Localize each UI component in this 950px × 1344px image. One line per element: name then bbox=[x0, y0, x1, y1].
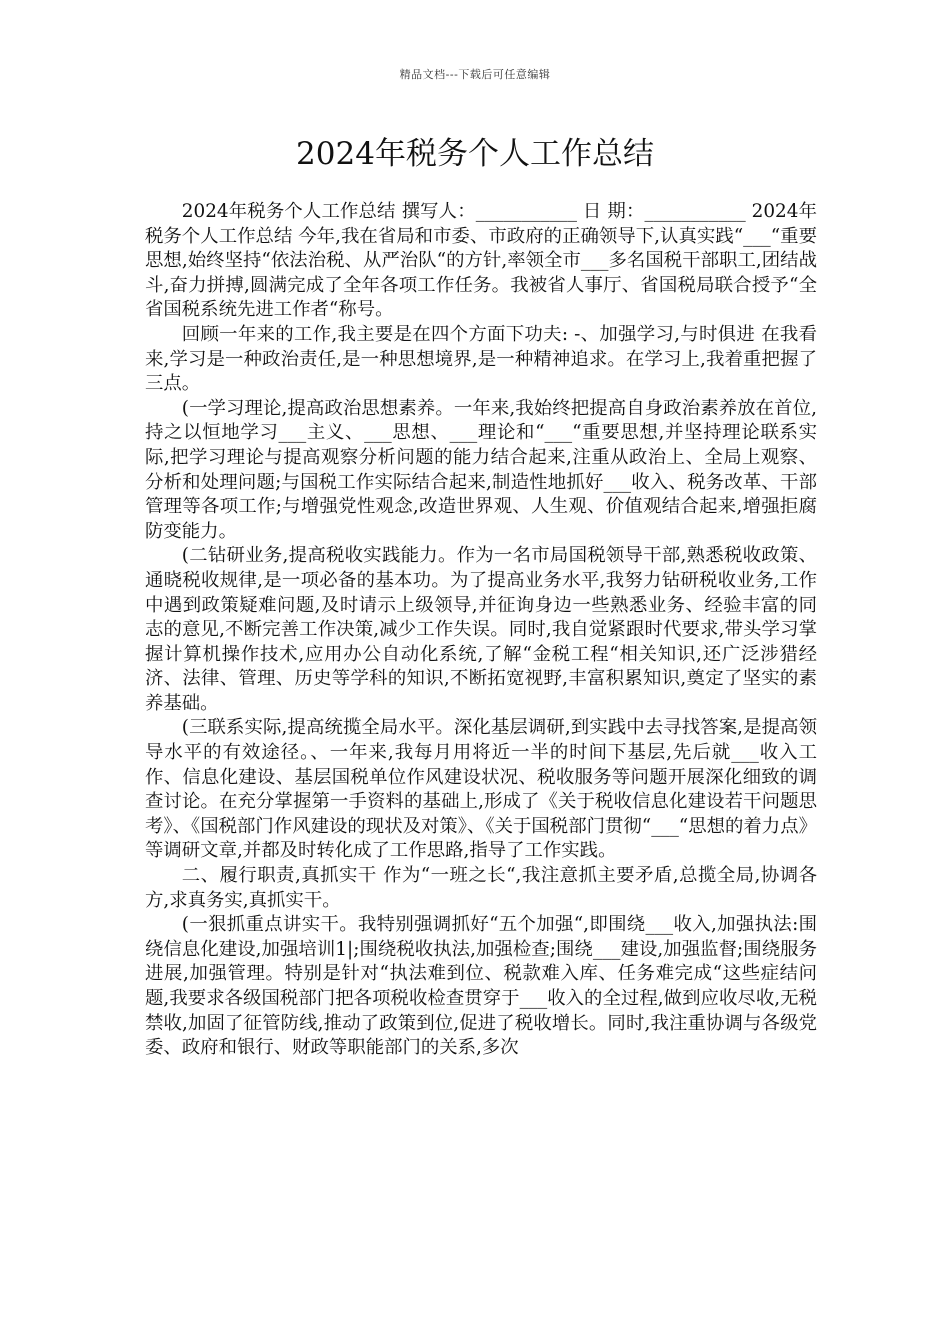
header-note: 精品文档---下载后可任意编辑 bbox=[399, 68, 551, 81]
paragraph-study-practice: (三联系实际,提高统揽全局水平。深化基层调研,到实践中去寻找答案,是提高领导水平的有效途径。、一年来,我每月用将近一半的时间下基层,先后就___收入工作、信息化建设、基层国税单位作风建设状况、税收服务等问题开展深化细致的调查讨论。在充分掌握第一手资料的基础上,形成了《关于税收信息化建设若干问题思考》、《国税部门作风建设的现状及对策》、《关于国税部门贯彻“___“思想的着力点》等调研文章,并都及时转化成了工作思路,指导了工作实践。 bbox=[145, 717, 817, 862]
paragraph-duties: 二、履行职责,真抓实干 作为“一班之长“,我注意抓主要矛盾,总揽全局,协调各方,求真务实,真抓实干。 bbox=[145, 865, 817, 911]
paragraph-focus-work: (一狠抓重点讲实干。我特别强调抓好“五个加强“,即围绕___收入,加强执法:围绕信息化建设,加强培训1|;围绕税收执法,加强检查;围绕___建设,加强监督;围绕服务进展,加强管理。特别是针对“执法难到位、税款难入库、任务难完成“这些症结问题,我要求各级国税部门把各项税收检查贯穿于___收入的全过程,做到应收尽收,无税禁收,加固了征管防线,推动了政策到位,促进了税收增长。同时,我注重协调与各级党委、政府和银行、财政等职能部门的关系,多次 bbox=[145, 914, 818, 1059]
paragraph-intro: 2024年税务个人工作总结 撰写人：___________ 日 期：___________ 2024年税务个人工作总结 今年,我在省局和市委、市政府的正确领导下,认真实践“___“重要思想,始终坚持“依法治税、从严治队“的方针,率领全市___多名国税干部职工,团结战斗,奋力拼搏,圆满完成了全年各项工作任务。我被省人事厅、省国税局联合授予“全省国税系统先进工作者“称号。 bbox=[145, 201, 817, 321]
paragraph-review: 回顾一年来的工作,我主要是在四个方面下功夫: -、加强学习,与时俱进 在我看来,学习是一种政治责任,是一种思想境界,是一种精神追求。在学习上,我着重把握了三点。 bbox=[145, 323, 817, 395]
page-title: 2024年税务个人工作总结 bbox=[296, 136, 654, 172]
document-body bbox=[145, 200, 817, 1061]
paragraph-study-business: (二钻研业务,提高税收实践能力。作为一名市局国税领导干部,熟悉税收政策、通晓税收规律,是一项必备的基本功。为了提高业务水平,我努力钻研税收业务,工作中遇到政策疑难问题,及时请示上级领导,并征询身边一些熟悉业务、经验丰富的同志的意见,不断完善工作决策,减少工作失误。同时,我自觉紧跟时代要求,带头学习掌握计算机操作技术,应用办公自动化系统,了解“金税工程“相关知识,还广泛涉猎经济、法律、管理、历史等学科的知识,不断拓宽视野,丰富积累知识,奠定了坚实的素养基础。 bbox=[145, 545, 817, 714]
paragraph-study-theory: (一学习理论,提高政治思想素养。一年来,我始终把提高自身政治素养放在首位,持之以恒地学习___主义、___思想、___理论和“___“重要思想,并坚持理论联系实际,把学习理论与提高观察分析问题的能力结合起来,注重从政治上、全局上观察、分析和处理问题;与国税工作实际结合起来,制造性地抓好___收入、税务改革、干部管理等各项工作;与增强党性观念,改造世界观、人生观、价值观结合起来,增强拒腐防变能力。 bbox=[145, 397, 817, 542]
